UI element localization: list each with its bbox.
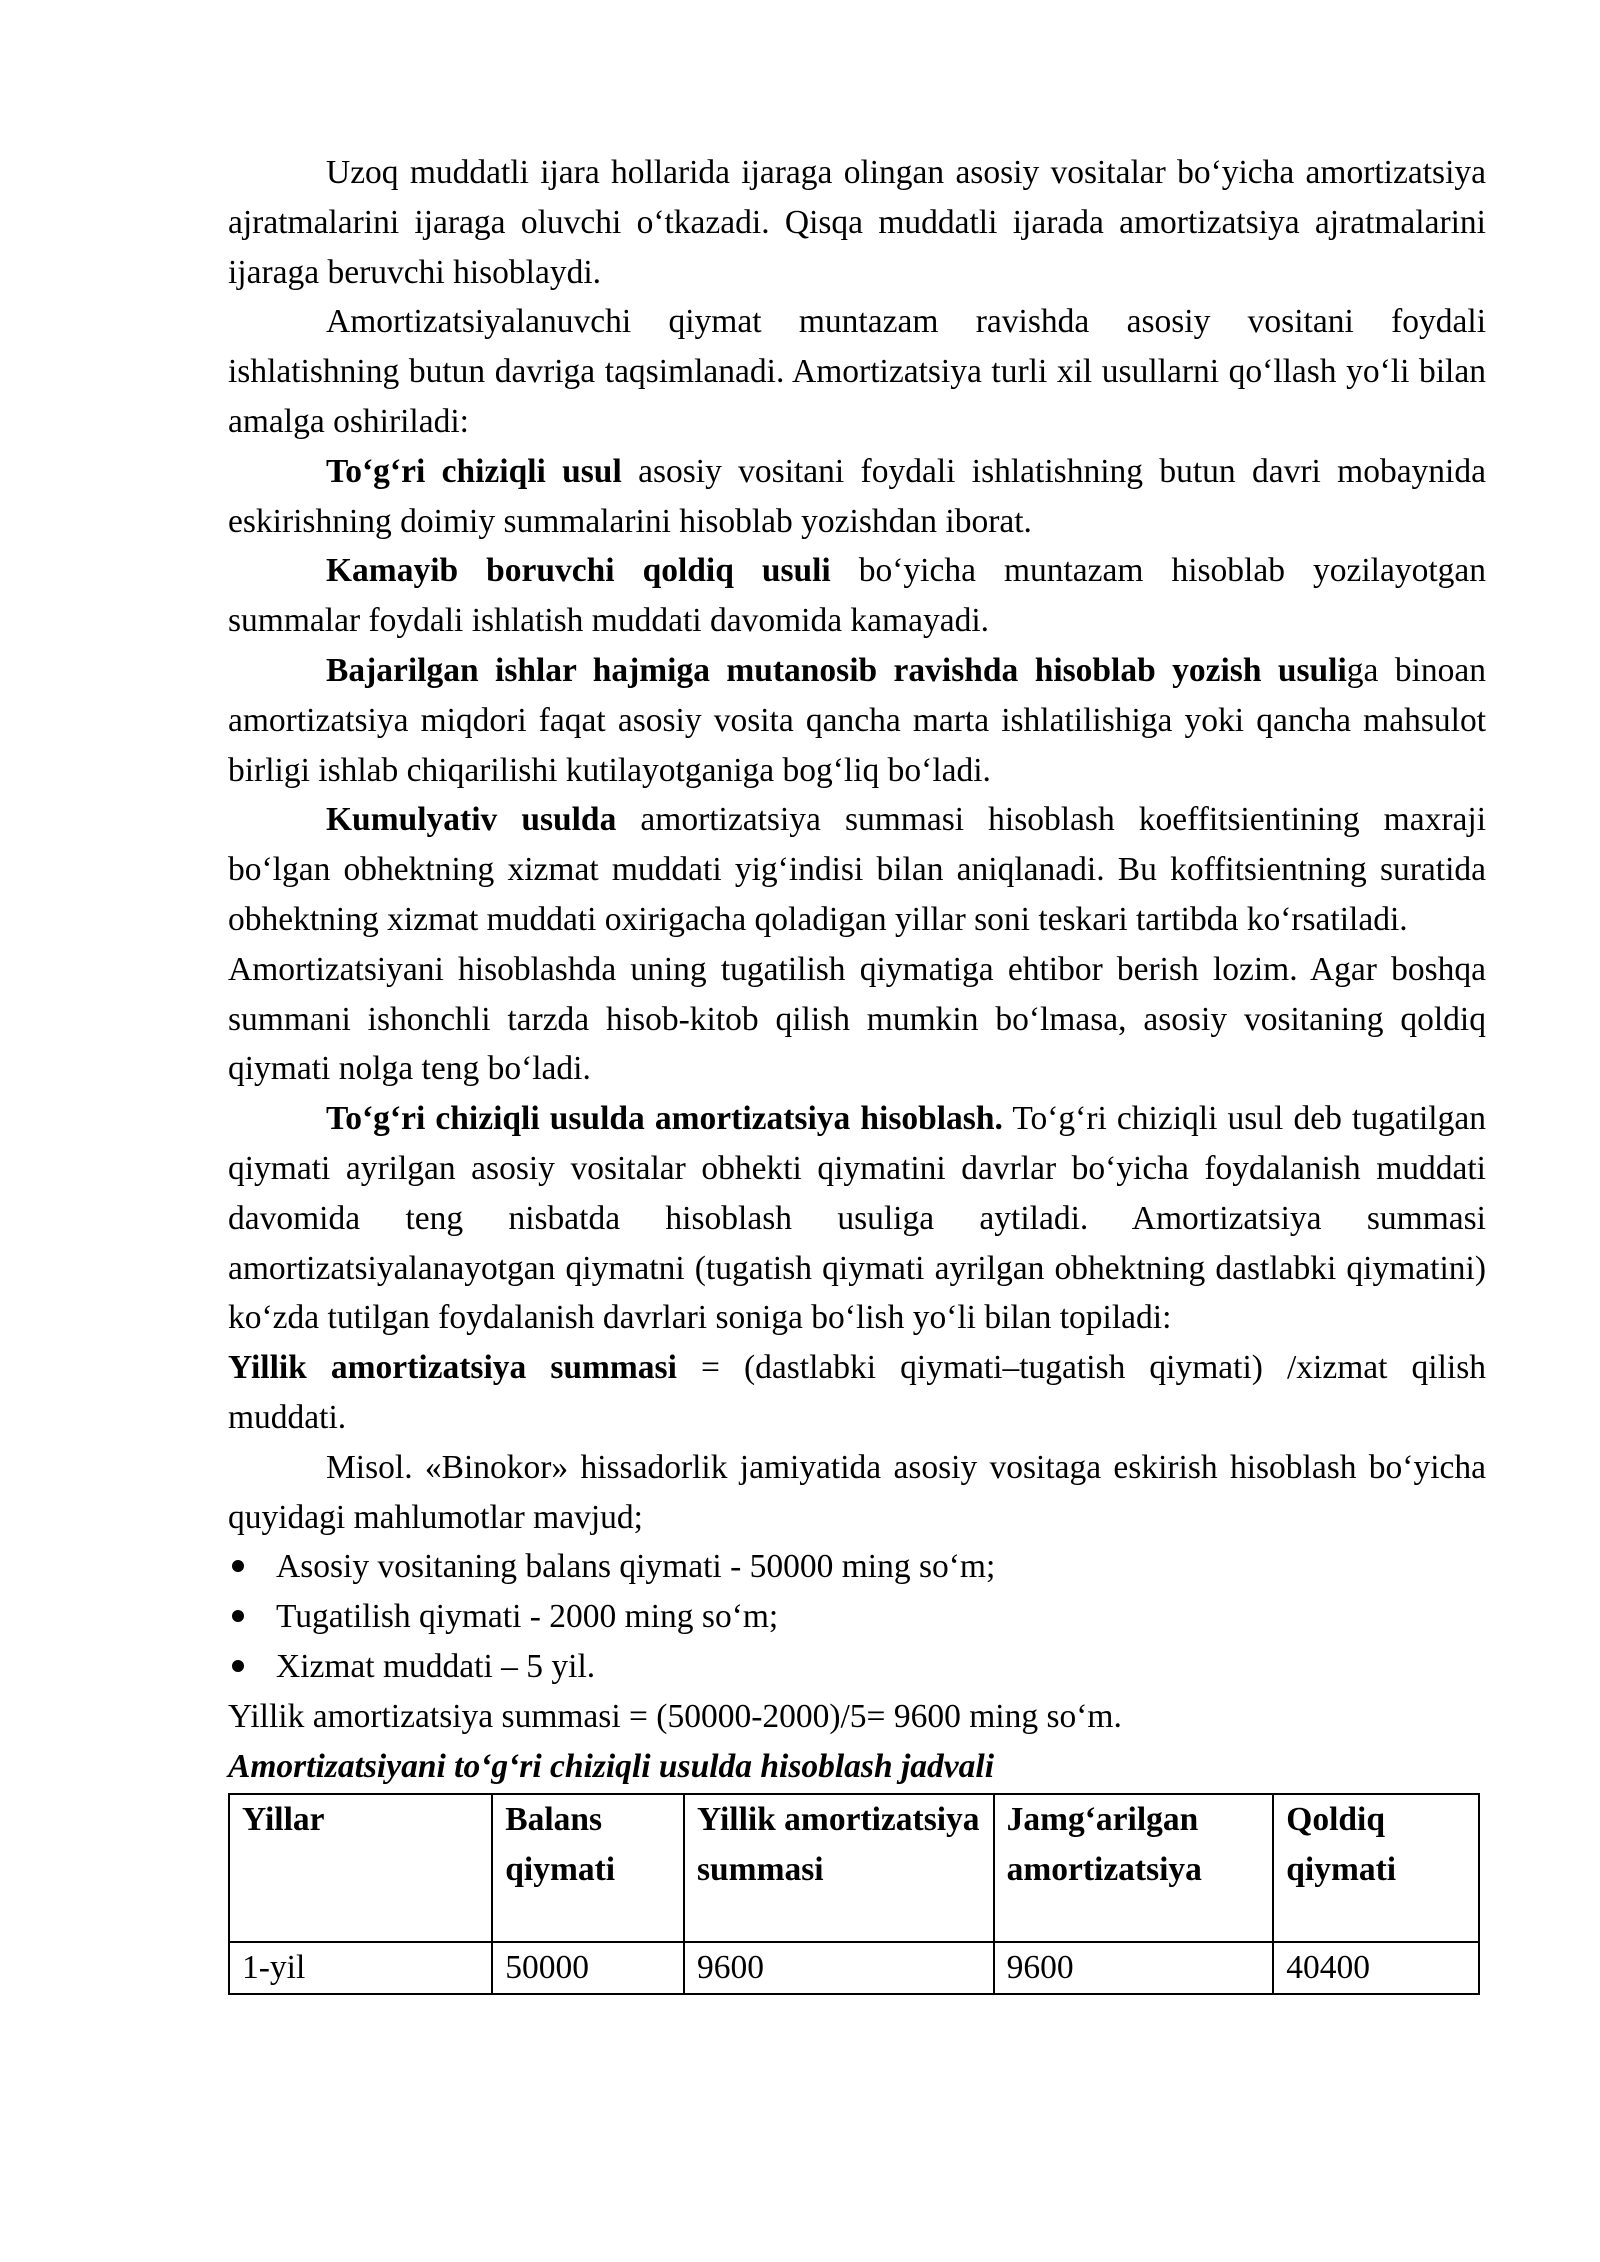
paragraph-1: Uzoq muddatli ijara hollarida ijaraga olingan asosiy vositalar bo‘yicha amortizatsiya ajratmalarini ijaraga oluvchi o‘tkazadi. Qisqa muddatli ijarada amortizatsiya ajratmalarini ijaraga beruvchi hisoblaydi. (228, 154, 1486, 291)
list-item-text: Xizmat muddati – 5 yil. (276, 1647, 596, 1685)
term-units-of-production-method: Bajarilgan ishlar hajmiga mutanosib ravishda hisoblab yozish usuli (326, 651, 1347, 689)
paragraph-2: Amortizatsiyalanuvchi qiymat muntazam ravishda asosiy vositani foydali ishlatishning butun davriga taqsimlanadi. Amortizatsiya turli xil usullarni qo‘llash yo‘li bilan amalga oshiriladi: (228, 303, 1486, 440)
bullet-icon (232, 1560, 244, 1572)
table-cell: 40400 (1273, 1942, 1479, 1994)
paragraph-straight-line-method (228, 447, 1486, 547)
table-cell: 9600 (684, 1942, 994, 1994)
list-item (228, 1642, 1486, 1692)
amortization-table (228, 1793, 1480, 1995)
paragraph-8-text: To‘g‘ri chiziqli usul deb tugatilgan qiymati ayrilgan asosiy vositalar obhekti qiymatini davrlar bo‘yicha foydalanish muddati davomida teng nisbatda hisoblash usuliga aytiladi. Amortizatsiya summasi amortizatsiyalanayotgan qiymatni (tugatish qiymati ayrilgan obhektning dastlabki qiymatini) ko‘zda tutilgan foydalanish davrlari soniga bo‘lish yo‘li bilan topiladi: (228, 1100, 1486, 1337)
column-header-years: Yillar (229, 1794, 492, 1942)
paragraph-3-text: asosiy vositani foydali ishlatishning butun davri mobaynida eskirishning doimiy summalarini hisoblab yozishdan iborat. (228, 452, 1486, 540)
paragraph-straight-line-calculation (228, 1094, 1486, 1343)
term-straight-line-method: To‘g‘ri chiziqli usul (326, 452, 622, 490)
table-row (229, 1942, 1479, 1994)
paragraph-declining-balance-method (228, 546, 1486, 646)
paragraph-5-text: ga binoan amortizatsiya miqdori faqat asosiy vosita qancha marta ishlatilishiga yoki qancha mahsulot birligi ishlab chiqarilishi kutilayotganiga bog‘liq bo‘ladi. (228, 651, 1486, 789)
example-data-list (228, 1542, 1486, 1691)
list-item-text: Tugatilish qiymati - 2000 ming so‘m; (276, 1598, 779, 1636)
list-item (228, 1592, 1486, 1642)
term-declining-balance-method: Kamayib boruvchi qoldiq usuli (326, 552, 831, 590)
paragraph-units-of-production-method (228, 646, 1486, 795)
term-annual-amortization: Yillik amortizatsiya summasi (228, 1349, 677, 1387)
heading-straight-line-calculation: To‘g‘ri chiziqli usulda amortizatsiya hisoblash. (326, 1100, 1003, 1138)
column-header-residual-value: Qoldiq qiymati (1273, 1794, 1479, 1942)
paragraph-6-text: amortizatsiya summasi hisoblash koeffitsientining maxraji bo‘lgan obhektning xizmat muddati yig‘indisi bilan aniqlanadi. Bu koffitsientning suratida obhektning xizmat muddati oxirigacha qoladigan yillar soni teskari tartibda ko‘rsatiladi. (228, 801, 1486, 938)
list-item-text: Asosiy vositaning balans qiymati - 50000 ming so‘m; (276, 1548, 996, 1586)
list-item (228, 1542, 1486, 1592)
column-header-annual-amortization: Yillik amortizatsiya summasi (684, 1794, 994, 1942)
table-cell: 1-yil (229, 1942, 492, 1994)
term-cumulative-method: Kumulyativ usulda (326, 801, 617, 839)
table-header-row (229, 1794, 1479, 1942)
table-caption: Amortizatsiyani to‘g‘ri chiziqli usulda hisoblash jadvali (228, 1747, 995, 1785)
column-header-balance-value: Balans qiymati (492, 1794, 684, 1942)
table-cell: 9600 (994, 1942, 1274, 1994)
formula-text: = (dastlabki qiymati–tugatish qiymati) /xizmat qilish muddati. (228, 1349, 1486, 1436)
paragraph-7: Amortizatsiyani hisoblashda uning tugatilish qiymatiga ehtibor berish lozim. Agar boshqa summani ishonchli tarzda hisob-kitob qilish mumkin bo‘lmasa, asosiy vositaning qoldiq qiymati nolga teng bo‘ladi. (228, 950, 1486, 1088)
bullet-icon (232, 1660, 244, 1672)
bullet-icon (232, 1610, 244, 1622)
column-header-accumulated-amortization: Jamg‘arilgan amortizatsiya (994, 1794, 1274, 1942)
paragraph-example: Misol. «Binokor» hissadorlik jamiyatida asosiy vositaga eskirish hisoblash bo‘yicha quyidagi mahlumotlar mavjud; (228, 1448, 1486, 1536)
paragraph-cumulative-method (228, 795, 1486, 944)
paragraph-4-text: bo‘yicha muntazam hisoblab yozilayotgan summalar foydali ishlatish muddati davomida kamayadi. (228, 552, 1487, 640)
document-page (228, 148, 1486, 1995)
annual-amortization-result: Yillik amortizatsiya summasi = (50000-2000)/5= 9600 ming so‘m. (228, 1697, 1122, 1735)
table-cell: 50000 (492, 1942, 684, 1994)
paragraph-annual-formula (228, 1343, 1486, 1443)
